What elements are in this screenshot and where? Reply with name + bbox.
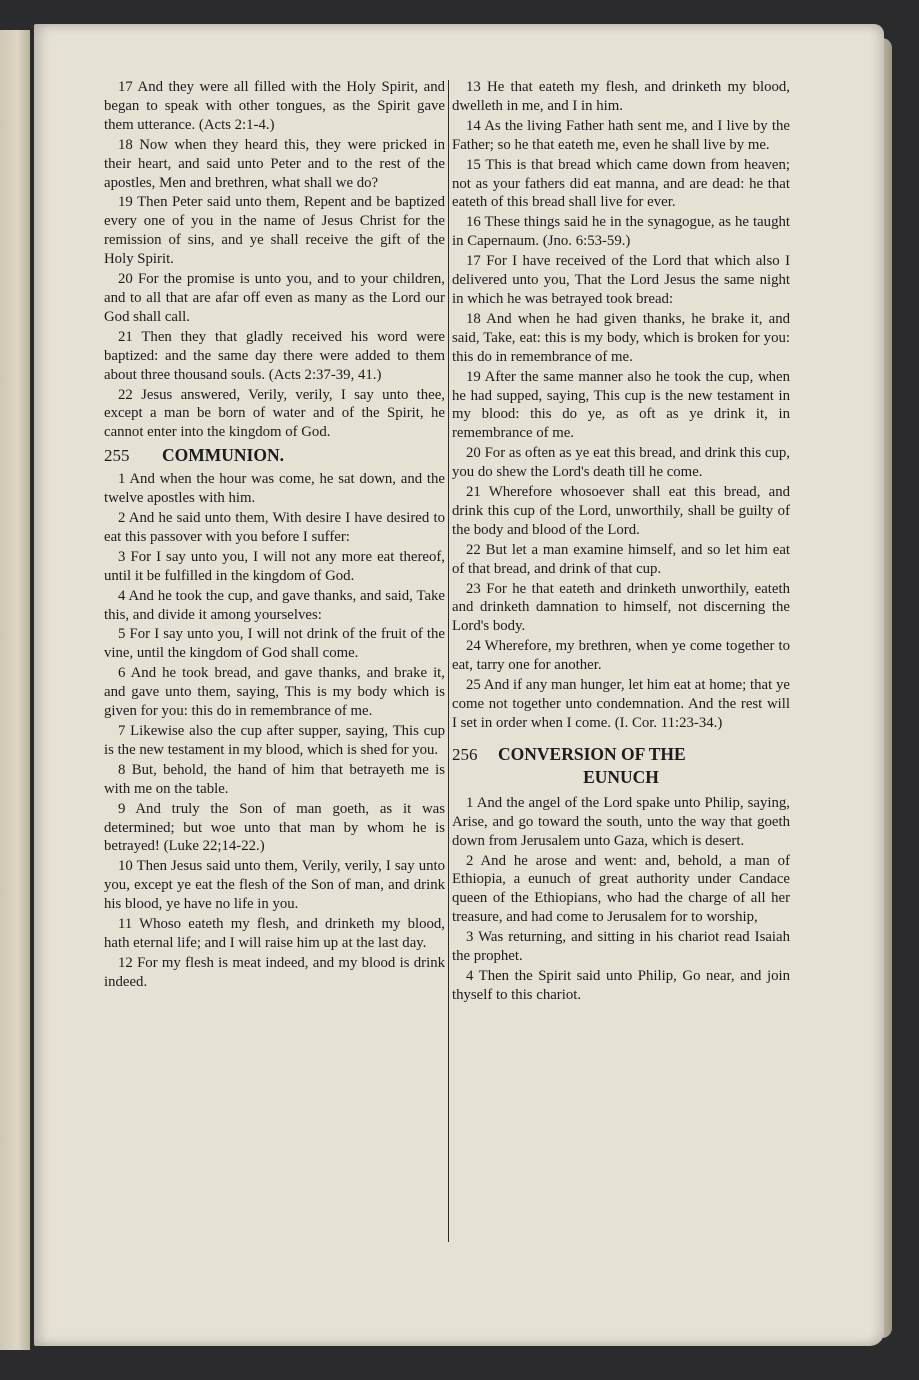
verse: 25 And if any man hunger, let him eat at home; that ye come not together unto condemnation. And the rest will I set in order when I come. (I. Cor. 11:23-34.) xyxy=(452,677,790,731)
verse: 10 Then Jesus said unto them, Verily, verily, I say unto you, except ye eat the flesh of the Son of man, and drink his blood, ye have no life in you. xyxy=(104,858,445,913)
verse: 12 For my flesh is meat indeed, and my blood is drink indeed. xyxy=(104,954,445,990)
verse: 2 And he said unto them, With desire I have desired to eat this passover with you before I suffer: xyxy=(104,510,445,545)
verse: 4 Then the Spirit said unto Philip, Go near, and join thyself to this chariot. xyxy=(452,967,790,1003)
verse: 17 For I have received of the Lord that which also I delivered unto you, That the Lord Jesus the same night in which he was betrayed took bread: xyxy=(452,253,790,307)
verse: 3 Was returning, and sitting in his chariot read Isaiah the prophet. xyxy=(452,929,790,965)
column-divider xyxy=(448,80,449,1242)
verse: 15 This is that bread which came down from heaven; not as your fathers did eat manna, and are dead: he that eateth of this bread shall live for ever. xyxy=(452,156,790,211)
section-number: 256 xyxy=(452,744,478,764)
verse: 7 Likewise also the cup after supper, saying, This cup is the new testament in my blood, which is shed for you. xyxy=(104,723,445,758)
verse: 1 And the angel of the Lord spake unto Philip, saying, Arise, and go toward the south, unto the way that goeth down from Jerusalem unto Gaza, which is desert. xyxy=(452,794,790,849)
verse: 1 And when the hour was come, he sat down, and the twelve apostles with him. xyxy=(104,471,445,507)
section-title-line2: EUNUCH xyxy=(583,766,659,787)
section-title: CONVERSION OF THE xyxy=(498,743,686,764)
verse: 22 Jesus answered, Verily, verily, I say unto thee, except a man be born of water and of the Spirit, he cannot enter into the kingdom of God. xyxy=(104,386,445,441)
verse: 21 Then they that gladly received his word were baptized: and the same day there were added to them about three thousand souls. (Acts 2:37-39, 41.) xyxy=(104,328,445,383)
verse: 17 And they were all filled with the Holy Spirit, and began to speak with other tongues, as the Spirit gave them utterance. (Acts 2:1-4.) xyxy=(104,79,445,133)
section-heading-255 xyxy=(104,444,445,467)
verse: 2 And he arose and went: and, behold, a man of Ethiopia, a eunuch of great authority under Candace queen of the Ethiopians, who had the charge of all her treasure, and had come to Jerusalem for to worship, xyxy=(452,852,790,926)
verse: 9 And truly the Son of man goeth, as it was determined; but woe unto that man by whom he is betrayed! (Luke 22;14-22.) xyxy=(104,800,445,855)
section-heading-256 xyxy=(452,743,790,789)
verse: 16 These things said he in the synagogue, as he taught in Capernaum. (Jno. 6:53-59.) xyxy=(452,214,790,250)
verse: 20 For the promise is unto you, and to your children, and to all that are afar off even as many as the Lord our God shall call. xyxy=(104,271,445,325)
verse: 18 And when he had given thanks, he brake it, and said, Take, eat: this is my body, which is broken for you: this do in remembrance of me. xyxy=(452,310,790,365)
verse: 18 Now when they heard this, they were pricked in their heart, and said unto Peter and to the rest of the apostles, Men and brethren, what shall we do? xyxy=(104,136,445,191)
facing-page-edge xyxy=(0,30,30,1350)
verse: 23 For he that eateth and drinketh unworthily, eateth and drinketh damnation to himself, not discerning the Lord's body. xyxy=(452,580,790,635)
verse: 4 And he took the cup, and gave thanks, and said, Take this, and divide it among yourselves: xyxy=(104,587,445,623)
right-column xyxy=(452,78,790,1006)
left-column xyxy=(104,78,451,993)
verse: 5 For I say unto you, I will not drink of the fruit of the vine, until the kingdom of God shall come. xyxy=(104,626,445,662)
verse: 8 But, behold, the hand of him that betrayeth me is with me on the table. xyxy=(104,761,445,797)
verse: 11 Whoso eateth my flesh, and drinketh my blood, hath eternal life; and I will raise him up at the last day. xyxy=(104,916,445,951)
verse: 22 But let a man examine himself, and so let him eat of that bread, and drink of that cup. xyxy=(452,541,790,577)
verse: 21 Wherefore whosoever shall eat this bread, and drink this cup of the Lord, unworthily, shall be guilty of the body and blood of the Lord. xyxy=(452,484,790,538)
verse: 19 Then Peter said unto them, Repent and be baptized every one of you in the name of Jesus Christ for the remission of sins, and ye shall receive the gift of the Holy Spirit. xyxy=(104,194,445,268)
verse: 24 Wherefore, my brethren, when ye come together to eat, tarry one for another. xyxy=(452,638,790,674)
verse: 13 He that eateth my flesh, and drinketh my blood, dwelleth in me, and I in him. xyxy=(452,79,790,114)
verse: 3 For I say unto you, I will not any more eat thereof, until it be fulfilled in the kingdom of God. xyxy=(104,548,445,584)
section-title: COMMUNION. xyxy=(162,445,284,466)
verse: 19 After the same manner also he took the cup, when he had supped, saying, This cup is the new testament in my blood: this do ye, as oft as ye drink it, in remembrance of me. xyxy=(452,368,790,442)
verse: 20 For as often as ye eat this bread, and drink this cup, you do shew the Lord's death till he come. xyxy=(452,445,790,481)
verse: 6 And he took bread, and gave thanks, and brake it, and gave unto them, saying, This is my body which is given for you: this do in remembrance of me. xyxy=(104,665,445,720)
verse: 14 As the living Father hath sent me, and I live by the Father; so he that eateth me, even he shall live by me. xyxy=(452,117,790,153)
section-number: 255 xyxy=(104,446,130,466)
